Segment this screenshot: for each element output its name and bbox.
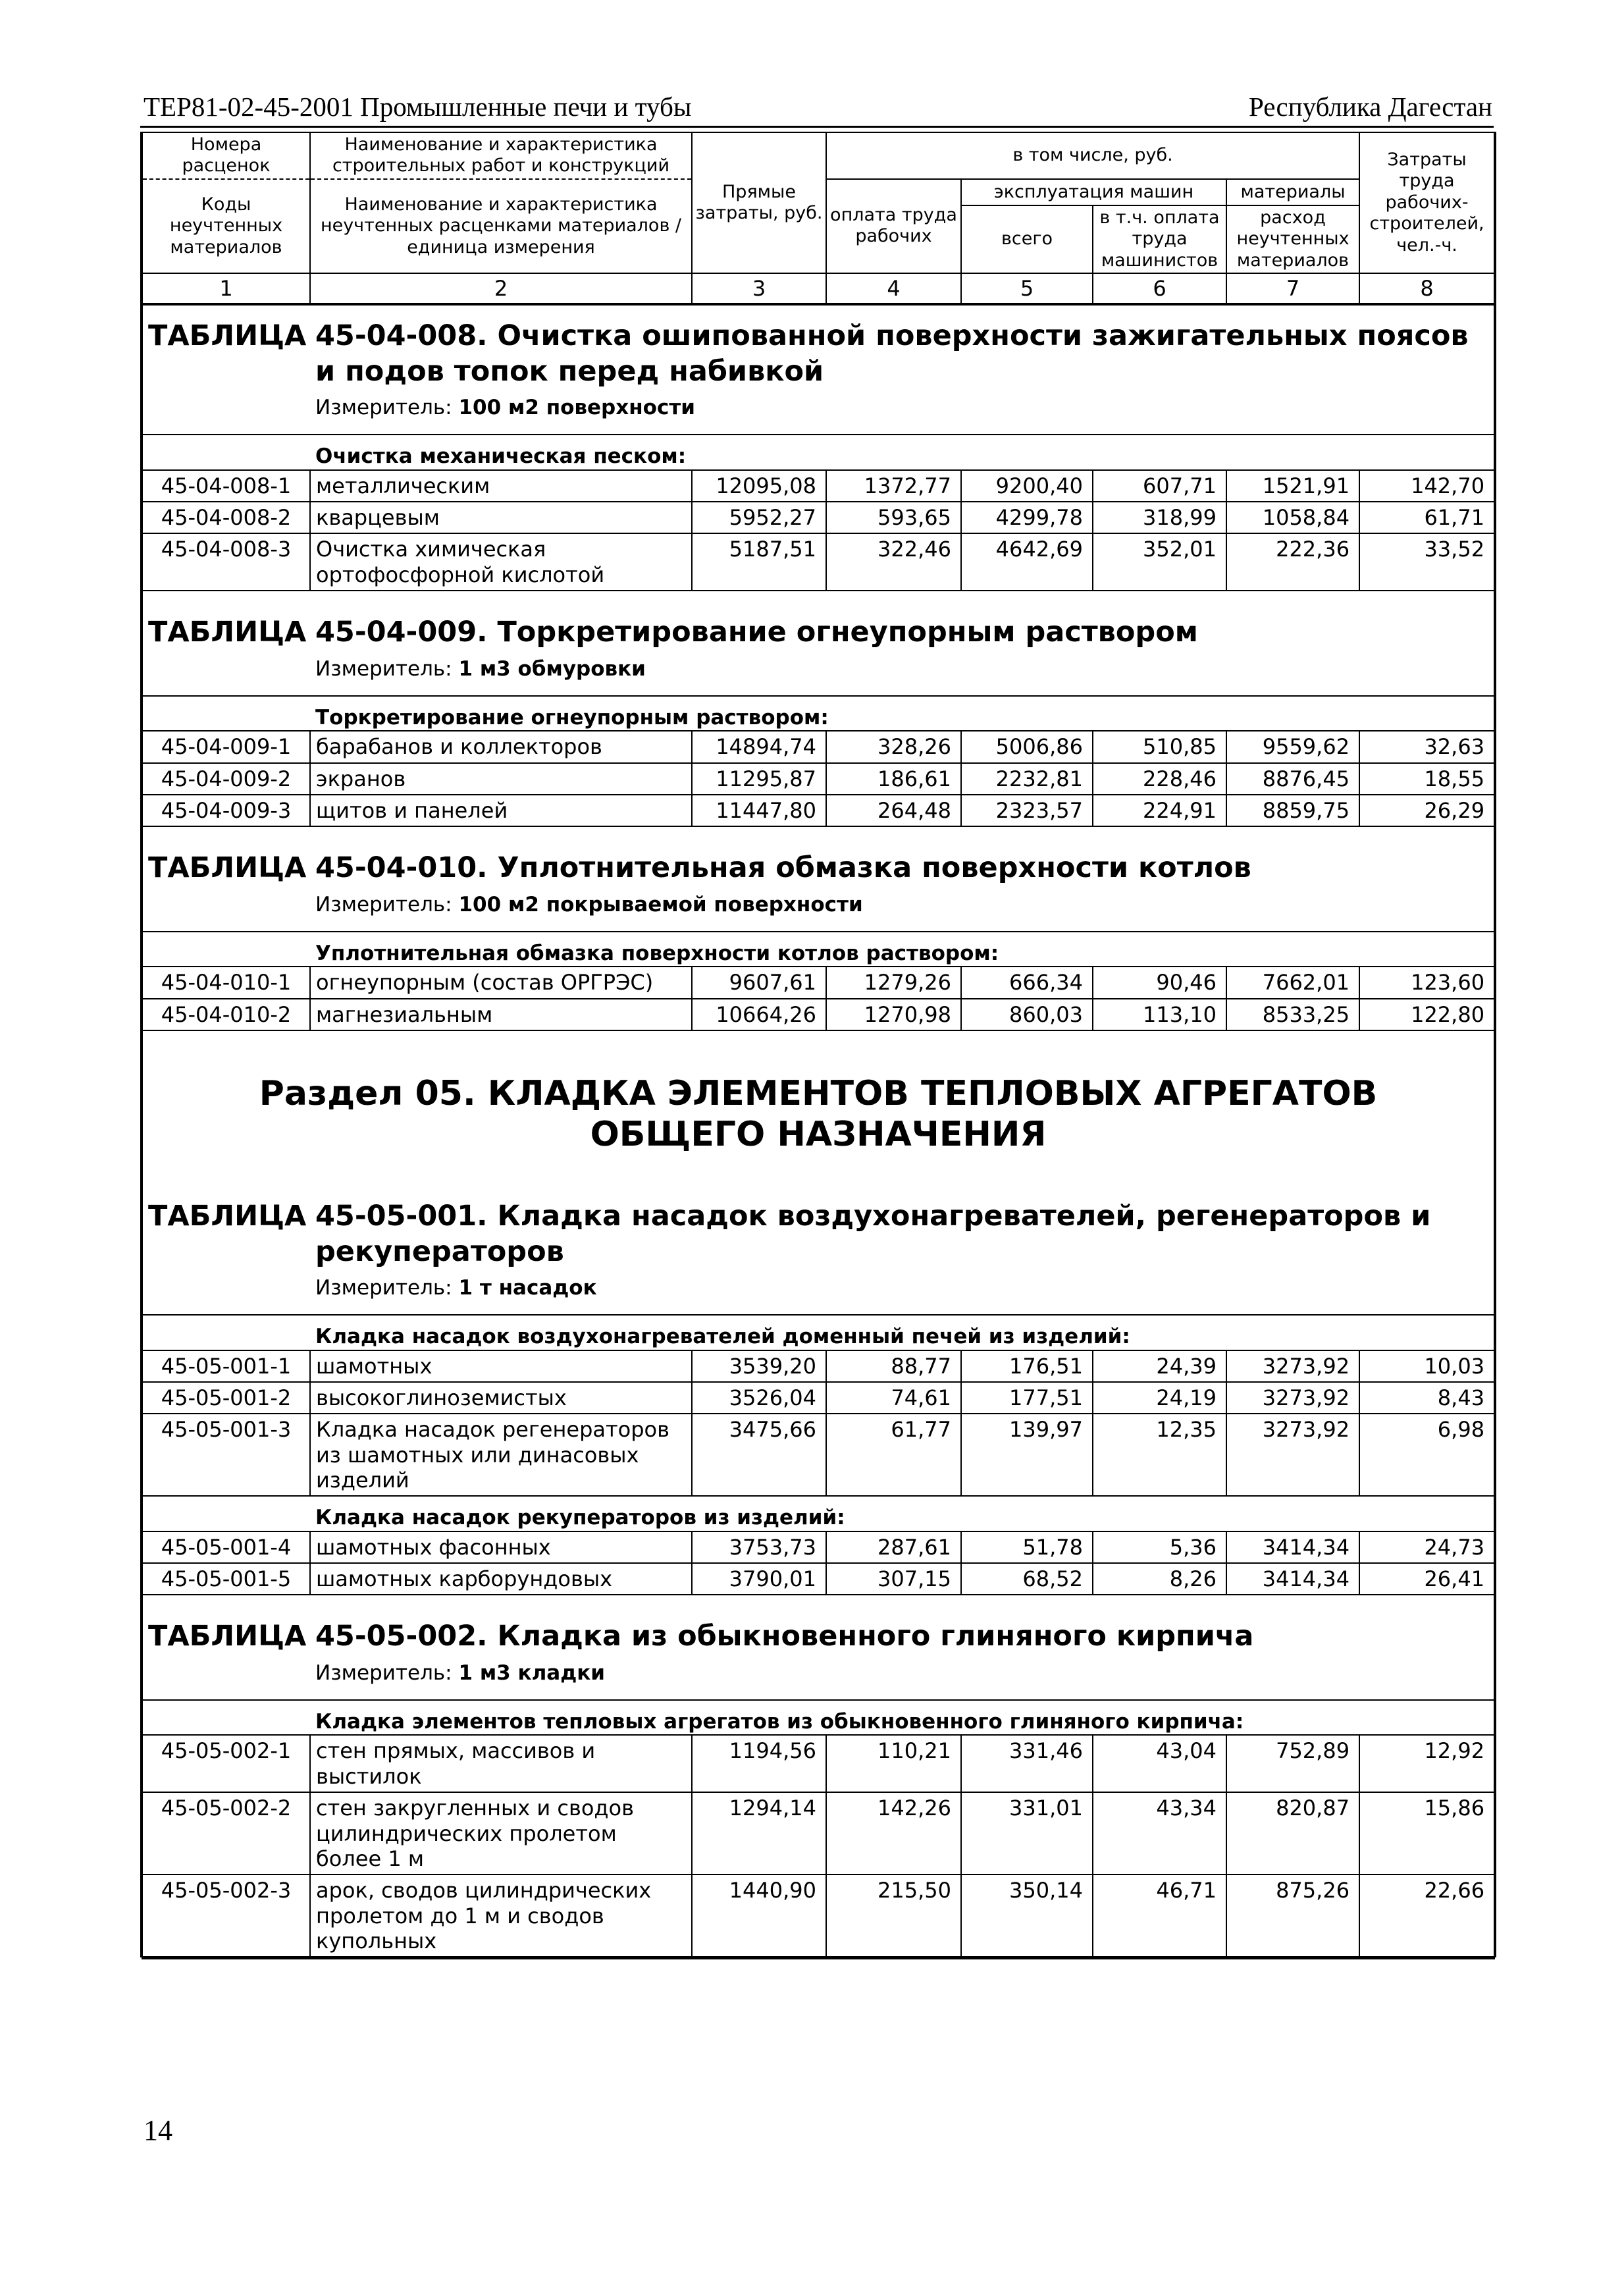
header-rule xyxy=(140,126,1494,128)
running-header-title: ТЕР81-02-45-2001 Промышленные печи и тубы xyxy=(144,92,692,122)
rate-code: 45-05-002-2 xyxy=(142,1792,310,1874)
spacer xyxy=(142,696,310,731)
col-machinist-wages-header: в т.ч. оплата труда машинистов xyxy=(1093,205,1226,273)
rate-value: 8533,25 xyxy=(1226,999,1359,1030)
measure-unit: 100 м2 поверхности xyxy=(458,396,696,420)
block-gap xyxy=(142,304,1495,317)
table-title-row xyxy=(142,1618,1495,1655)
measure-row xyxy=(142,389,1495,435)
rate-name: шамотных xyxy=(310,1350,692,1382)
section-heading-row xyxy=(142,1053,1495,1175)
rate-value: 224,91 xyxy=(1093,795,1226,826)
block-gap xyxy=(142,591,1495,614)
measure-cell xyxy=(310,886,1495,932)
measure-label: Измеритель: xyxy=(315,1276,452,1300)
table-label xyxy=(142,1618,310,1655)
spacer xyxy=(142,1655,310,1700)
rate-name: огнеупорным (состав ОРГРЭС) xyxy=(310,967,692,998)
column-header xyxy=(142,132,1495,304)
rate-code: 45-05-001-4 xyxy=(142,1531,310,1563)
table-title-cell xyxy=(310,1618,1495,1655)
table-title-cell xyxy=(310,317,1495,390)
column-numbers-row xyxy=(142,273,1495,304)
rate-value: 510,85 xyxy=(1093,731,1226,762)
rate-code: 45-05-001-3 xyxy=(142,1414,310,1496)
rate-name: магнезиальным xyxy=(310,999,692,1030)
rate-value: 875,26 xyxy=(1226,1874,1359,1957)
rate-value: 328,26 xyxy=(826,731,961,762)
rate-value: 68,52 xyxy=(961,1563,1093,1595)
rate-value: 26,41 xyxy=(1359,1563,1495,1595)
rate-code: 45-05-002-3 xyxy=(142,1874,310,1957)
column-number: 8 xyxy=(1359,273,1495,304)
rate-value: 10,03 xyxy=(1359,1350,1495,1382)
group-heading-row xyxy=(142,1496,1495,1531)
table-title: Кладка из обыкновенного глиняного кирпича xyxy=(497,1620,1254,1653)
spacer xyxy=(142,591,1495,614)
rate-value: 123,60 xyxy=(1359,967,1495,998)
rate-row xyxy=(142,1350,1495,1382)
section-heading-line: ОБЩЕГО НАЗНАЧЕНИЯ xyxy=(590,1115,1047,1155)
table-number: 45-05-002. xyxy=(315,1620,488,1653)
rate-value: 142,26 xyxy=(826,1792,961,1874)
table-label xyxy=(142,849,310,886)
rate-value: 8,26 xyxy=(1093,1563,1226,1595)
rate-value: 1194,56 xyxy=(692,1735,826,1792)
rate-code: 45-04-009-3 xyxy=(142,795,310,826)
table-title-cell xyxy=(310,614,1495,651)
rate-value: 12095,08 xyxy=(692,470,826,502)
measure-row xyxy=(142,1655,1495,1700)
rate-value: 307,15 xyxy=(826,1563,961,1595)
rate-value: 1058,84 xyxy=(1226,502,1359,533)
block-gap xyxy=(142,826,1495,849)
spacer xyxy=(142,304,1495,317)
rate-value: 43,04 xyxy=(1093,1735,1226,1792)
rate-row xyxy=(142,1874,1495,1957)
measure-cell xyxy=(310,1269,1495,1315)
group-heading: Торкретирование огнеупорным раствором: xyxy=(310,696,1495,731)
table-label xyxy=(142,614,310,651)
rate-name: барабанов и коллекторов xyxy=(310,731,692,762)
rate-value: 820,87 xyxy=(1226,1792,1359,1874)
rate-value: 110,21 xyxy=(826,1735,961,1792)
rate-value: 1294,14 xyxy=(692,1792,826,1874)
table-label-text: ТАБЛИЦА xyxy=(148,1199,307,1233)
col-direct-costs-header: Прямые затраты, руб. xyxy=(692,132,826,273)
rate-value: 43,34 xyxy=(1093,1792,1226,1874)
table-label-text: ТАБЛИЦА xyxy=(148,319,307,352)
rate-value: 14894,74 xyxy=(692,731,826,762)
rate-value: 8876,45 xyxy=(1226,763,1359,795)
materials-header: материалы xyxy=(1226,179,1359,205)
table-label xyxy=(142,317,310,390)
spacer xyxy=(142,435,310,469)
rate-row xyxy=(142,731,1495,762)
rate-row xyxy=(142,1735,1495,1792)
col-material-codes-header: Коды неучтенных материалов xyxy=(142,179,310,273)
group-heading: Кладка насадок воздухонагревателей доменный печей из изделий: xyxy=(310,1315,1495,1350)
rate-value: 113,10 xyxy=(1093,999,1226,1030)
measure-unit: 1 м3 обмуровки xyxy=(458,656,646,681)
column-number: 6 xyxy=(1093,273,1226,304)
rate-value: 24,39 xyxy=(1093,1350,1226,1382)
spacer xyxy=(142,1957,1495,1959)
rate-value: 8,43 xyxy=(1359,1382,1495,1414)
rate-value: 24,73 xyxy=(1359,1531,1495,1563)
rate-value: 9200,40 xyxy=(961,470,1093,502)
group-heading: Очистка механическая песком: xyxy=(310,435,1495,469)
table-label-text: ТАБЛИЦА xyxy=(148,851,307,885)
rate-row xyxy=(142,999,1495,1030)
rate-value: 33,52 xyxy=(1359,533,1495,591)
measure-cell xyxy=(310,389,1495,435)
col-codes-header: Номера расценок xyxy=(142,132,310,179)
column-number: 2 xyxy=(310,273,692,304)
page-number: 14 xyxy=(144,2114,172,2146)
rate-row xyxy=(142,1531,1495,1563)
rate-value: 26,29 xyxy=(1359,795,1495,826)
spacer xyxy=(142,1496,310,1531)
rate-name: щитов и панелей xyxy=(310,795,692,826)
rate-value: 1270,98 xyxy=(826,999,961,1030)
rate-value: 3273,92 xyxy=(1226,1350,1359,1382)
rate-value: 752,89 xyxy=(1226,1735,1359,1792)
rate-name: экранов xyxy=(310,763,692,795)
rate-value: 90,46 xyxy=(1093,967,1226,998)
rate-value: 74,61 xyxy=(826,1382,961,1414)
rate-row xyxy=(142,1792,1495,1874)
section-heading xyxy=(142,1053,1495,1175)
table-title-row xyxy=(142,317,1495,390)
rate-value: 3790,01 xyxy=(692,1563,826,1595)
rate-name: кварцевым xyxy=(310,502,692,533)
rate-value: 11447,80 xyxy=(692,795,826,826)
rate-value: 4299,78 xyxy=(961,502,1093,533)
measure-label: Измеритель: xyxy=(315,1661,452,1686)
rate-value: 5187,51 xyxy=(692,533,826,591)
table-label-text: ТАБЛИЦА xyxy=(148,616,307,649)
rate-value: 3753,73 xyxy=(692,1531,826,1563)
rate-row xyxy=(142,533,1495,591)
table-title-cell xyxy=(310,1198,1495,1270)
rate-value: 264,48 xyxy=(826,795,961,826)
rate-value: 4642,69 xyxy=(961,533,1093,591)
rate-code: 45-05-001-2 xyxy=(142,1382,310,1414)
table-number: 45-04-010. xyxy=(315,851,488,885)
rate-value: 331,46 xyxy=(961,1735,1093,1792)
rate-value: 1372,77 xyxy=(826,470,961,502)
rate-value: 215,50 xyxy=(826,1874,961,1957)
rate-row xyxy=(142,967,1495,998)
measure-row xyxy=(142,1269,1495,1315)
block-gap xyxy=(142,1030,1495,1053)
rate-value: 3273,92 xyxy=(1226,1382,1359,1414)
rates-table xyxy=(140,132,1496,1959)
rate-value: 22,66 xyxy=(1359,1874,1495,1957)
rate-value: 318,99 xyxy=(1093,502,1226,533)
group-heading: Кладка элементов тепловых агрегатов из обыкновенного глиняного кирпича: xyxy=(310,1700,1495,1735)
rate-value: 142,70 xyxy=(1359,470,1495,502)
rate-value: 61,71 xyxy=(1359,502,1495,533)
rate-code: 45-04-008-1 xyxy=(142,470,310,502)
section-heading-line: Раздел 05. КЛАДКА ЭЛЕМЕНТОВ ТЕПЛОВЫХ АГРЕГАТОВ xyxy=(259,1074,1378,1114)
rate-value: 18,55 xyxy=(1359,763,1495,795)
rate-value: 3414,34 xyxy=(1226,1531,1359,1563)
rate-value: 5952,27 xyxy=(692,502,826,533)
rate-row xyxy=(142,1563,1495,1595)
rate-value: 3414,34 xyxy=(1226,1563,1359,1595)
rate-value: 6,98 xyxy=(1359,1414,1495,1496)
rate-value: 5006,86 xyxy=(961,731,1093,762)
rate-value: 287,61 xyxy=(826,1531,961,1563)
rate-value: 51,78 xyxy=(961,1531,1093,1563)
rate-value: 1279,26 xyxy=(826,967,961,998)
rate-value: 228,46 xyxy=(1093,763,1226,795)
running-header-region: Республика Дагестан xyxy=(1249,92,1492,122)
rate-value: 122,80 xyxy=(1359,999,1495,1030)
rate-value: 8859,75 xyxy=(1226,795,1359,826)
col-material-names-header: Наименование и характеристика неучтенных расценками материалов / единица измерения xyxy=(310,179,692,273)
column-number: 4 xyxy=(826,273,961,304)
table-title: Уплотнительная обмазка поверхности котлов xyxy=(497,851,1251,885)
rate-value: 10664,26 xyxy=(692,999,826,1030)
rate-code: 45-04-008-2 xyxy=(142,502,310,533)
measure-cell xyxy=(310,1655,1495,1700)
rate-name: стен закругленных и сводов цилиндрических пролетом более 1 м xyxy=(310,1792,692,1874)
rate-name: высокоглиноземистых xyxy=(310,1382,692,1414)
table-number: 45-05-001. xyxy=(315,1199,488,1233)
rate-row xyxy=(142,795,1495,826)
table-label-text: ТАБЛИЦА xyxy=(148,1620,307,1653)
table-title-row xyxy=(142,614,1495,651)
rate-value: 352,01 xyxy=(1093,533,1226,591)
table-title: Очистка ошипованной поверхности зажигательных поясов и подов топок перед набивкой xyxy=(315,319,1469,388)
table-title-row xyxy=(142,1198,1495,1270)
table-title: Торкретирование огнеупорным раствором xyxy=(497,616,1198,649)
spacer xyxy=(142,826,1495,849)
rate-value: 15,86 xyxy=(1359,1792,1495,1874)
rate-value: 5,36 xyxy=(1093,1531,1226,1563)
rate-value: 2323,57 xyxy=(961,795,1093,826)
rate-name: шамотных карборундовых xyxy=(310,1563,692,1595)
col-machines-total-header: всего xyxy=(961,205,1093,273)
table-bottom-rule xyxy=(142,1957,1495,1959)
group-heading-row xyxy=(142,696,1495,731)
machines-header: эксплуатация машин xyxy=(961,179,1226,205)
rate-name: шамотных фасонных xyxy=(310,1531,692,1563)
table-label xyxy=(142,1198,310,1270)
rate-name: Кладка насадок регенераторов из шамотных или динасовых изделий xyxy=(310,1414,692,1496)
group-heading: Кладка насадок рекуператоров из изделий: xyxy=(310,1496,1495,1531)
spacer xyxy=(142,1269,310,1315)
rate-value: 11295,87 xyxy=(692,763,826,795)
rate-value: 46,71 xyxy=(1093,1874,1226,1957)
rate-value: 24,19 xyxy=(1093,1382,1226,1414)
col-labor-hours-header: Затраты труда рабочих-строителей, чел.-ч. xyxy=(1359,132,1495,273)
rate-value: 3526,04 xyxy=(692,1382,826,1414)
column-number: 1 xyxy=(142,273,310,304)
rate-value: 222,36 xyxy=(1226,533,1359,591)
rate-value: 1440,90 xyxy=(692,1874,826,1957)
rate-row xyxy=(142,502,1495,533)
spacer xyxy=(142,1595,1495,1618)
rate-value: 3273,92 xyxy=(1226,1414,1359,1496)
spacer xyxy=(142,886,310,932)
group-heading-row xyxy=(142,1700,1495,1735)
rate-value: 331,01 xyxy=(961,1792,1093,1874)
rate-name: металлическим xyxy=(310,470,692,502)
table-title-cell xyxy=(310,849,1495,886)
col-name-header: Наименование и характеристика строительных работ и конструкций xyxy=(310,132,692,179)
spacer xyxy=(142,932,310,967)
rate-value: 2232,81 xyxy=(961,763,1093,795)
rate-value: 176,51 xyxy=(961,1350,1093,1382)
spacer xyxy=(142,1030,1495,1053)
measure-row xyxy=(142,886,1495,932)
rate-value: 607,71 xyxy=(1093,470,1226,502)
rate-value: 860,03 xyxy=(961,999,1093,1030)
col-wages-header: оплата труда рабочих xyxy=(826,179,961,273)
measure-label: Измеритель: xyxy=(315,656,452,681)
rate-code: 45-05-002-1 xyxy=(142,1735,310,1792)
spacer xyxy=(142,1315,310,1350)
measure-cell xyxy=(310,651,1495,696)
block-gap xyxy=(142,1175,1495,1198)
rate-value: 12,35 xyxy=(1093,1414,1226,1496)
block-gap xyxy=(142,1595,1495,1618)
measure-unit: 1 т насадок xyxy=(458,1276,597,1300)
rate-value: 9607,61 xyxy=(692,967,826,998)
measure-row xyxy=(142,651,1495,696)
rate-value: 88,77 xyxy=(826,1350,961,1382)
col-materials-header: расход неучтенных материалов xyxy=(1226,205,1359,273)
rate-row xyxy=(142,470,1495,502)
rate-name: Очистка химическая ортофосфорной кислотой xyxy=(310,533,692,591)
rate-row xyxy=(142,1382,1495,1414)
rate-value: 186,61 xyxy=(826,763,961,795)
rate-name: стен прямых, массивов и выстилок xyxy=(310,1735,692,1792)
rate-value: 139,97 xyxy=(961,1414,1093,1496)
table-title: Кладка насадок воздухонагревателей, регенераторов и рекуператоров xyxy=(315,1199,1431,1268)
spacer xyxy=(142,1700,310,1735)
table-number: 45-04-008. xyxy=(315,319,488,352)
rate-value: 3539,20 xyxy=(692,1350,826,1382)
rate-row xyxy=(142,1414,1495,1496)
rate-code: 45-05-001-5 xyxy=(142,1563,310,1595)
rate-code: 45-04-010-1 xyxy=(142,967,310,998)
rate-value: 350,14 xyxy=(961,1874,1093,1957)
group-heading-row xyxy=(142,435,1495,469)
rate-value: 1521,91 xyxy=(1226,470,1359,502)
rate-code: 45-05-001-1 xyxy=(142,1350,310,1382)
spacer xyxy=(142,1175,1495,1198)
rate-value: 7662,01 xyxy=(1226,967,1359,998)
spacer xyxy=(142,389,310,435)
rate-code: 45-04-009-1 xyxy=(142,731,310,762)
rate-code: 45-04-010-2 xyxy=(142,999,310,1030)
rate-value: 32,63 xyxy=(1359,731,1495,762)
rate-value: 322,46 xyxy=(826,533,961,591)
rate-value: 9559,62 xyxy=(1226,731,1359,762)
rate-value: 3475,66 xyxy=(692,1414,826,1496)
rate-value: 61,77 xyxy=(826,1414,961,1496)
rate-name: арок, сводов цилиндрических пролетом до 1 м и сводов купольных xyxy=(310,1874,692,1957)
column-number: 3 xyxy=(692,273,826,304)
incl-header: в том числе, руб. xyxy=(826,132,1359,179)
measure-unit: 100 м2 покрываемой поверхности xyxy=(458,893,863,917)
measure-label: Измеритель: xyxy=(315,893,452,917)
group-heading-row xyxy=(142,1315,1495,1350)
spacer xyxy=(142,651,310,696)
rate-value: 12,92 xyxy=(1359,1735,1495,1792)
rate-value: 666,34 xyxy=(961,967,1093,998)
measure-label: Измеритель: xyxy=(315,396,452,420)
rate-code: 45-04-009-2 xyxy=(142,763,310,795)
column-number: 7 xyxy=(1226,273,1359,304)
group-heading: Уплотнительная обмазка поверхности котлов раствором: xyxy=(310,932,1495,967)
rate-row xyxy=(142,763,1495,795)
table-title-row xyxy=(142,849,1495,886)
rate-code: 45-04-008-3 xyxy=(142,533,310,591)
table-number: 45-04-009. xyxy=(315,616,488,649)
rate-value: 593,65 xyxy=(826,502,961,533)
rate-value: 177,51 xyxy=(961,1382,1093,1414)
group-heading-row xyxy=(142,932,1495,967)
column-number: 5 xyxy=(961,273,1093,304)
measure-unit: 1 м3 кладки xyxy=(458,1661,606,1686)
